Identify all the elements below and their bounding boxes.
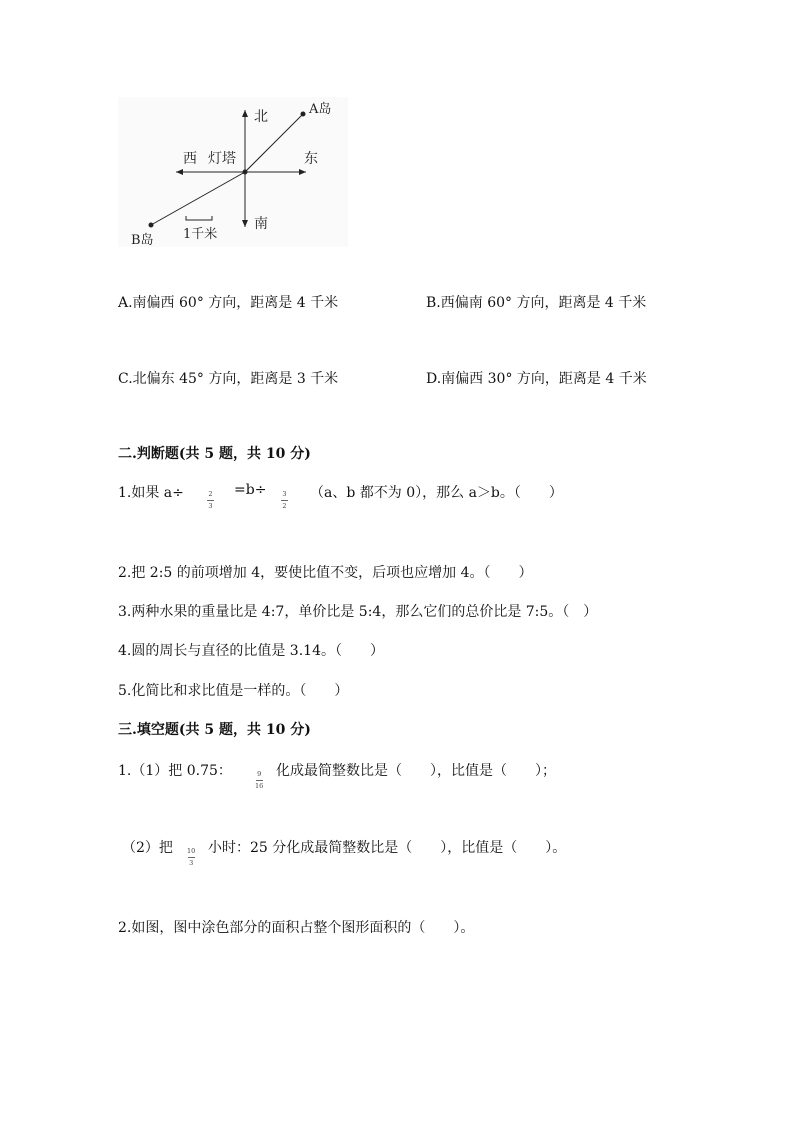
fraction-denominator: 16 xyxy=(255,782,264,790)
s2-q1-part3: （a、b 都不为 0），那么 a＞b。（ ） xyxy=(310,485,563,501)
lighthouse-label: 灯塔 xyxy=(208,151,236,167)
section3-heading: 三.填空题(共 5 题，共 10 分) xyxy=(118,722,311,738)
s2-q4: 4.圆的周长与直径的比值是 3.14。（ ） xyxy=(118,643,384,659)
fraction-numerator: 2 xyxy=(208,490,213,498)
lighthouse-point xyxy=(243,170,248,175)
south-label: 南 xyxy=(254,216,268,232)
s2-q1-part2: =b÷ xyxy=(234,482,267,498)
option-c[interactable]: C.北偏东 45° 方向，距离是 3 千米 xyxy=(118,371,339,387)
fraction-bar xyxy=(281,500,288,501)
a-island-point xyxy=(301,112,306,117)
s3-q2: 2.如图，图中涂色部分的面积占整个图形面积的（ ）。 xyxy=(118,920,475,936)
north-label: 北 xyxy=(254,109,268,125)
s2-q1-fraction-2 xyxy=(281,491,288,510)
s2-q3: 3.两种水果的重量比是 4:7，单价比是 5:4，那么它们的总价比是 7:5。（ ） xyxy=(118,604,598,620)
s3-q1a-part1: 1.（1）把 0.75： xyxy=(118,763,232,779)
s3-q1a-part2: 化成最简整数比是（ ），比值是（ ）； xyxy=(276,763,556,779)
s3-q1b-part1: （2）把 xyxy=(122,840,173,856)
fraction-bar xyxy=(207,500,214,501)
fraction-numerator: 3 xyxy=(282,490,287,498)
b-island-point xyxy=(149,223,154,228)
west-label: 西 xyxy=(183,151,197,167)
fraction-bar xyxy=(188,857,195,858)
section2-heading: 二.判断题(共 5 题，共 10 分) xyxy=(118,446,311,462)
east-label: 东 xyxy=(304,151,318,167)
b-island-label: B岛 xyxy=(131,233,154,248)
fraction-denominator: 3 xyxy=(189,859,194,867)
fraction-denominator: 2 xyxy=(282,502,287,510)
s3-q1b-part2: 小时：25 分化成最简整数比是（ ），比值是（ ）。 xyxy=(208,840,567,856)
s2-q1-part1: 1.如果 a÷ xyxy=(118,485,184,501)
fraction-denominator: 3 xyxy=(208,502,213,510)
option-b[interactable]: B.西偏南 60° 方向，距离是 4 千米 xyxy=(426,295,647,311)
fraction-bar xyxy=(256,780,263,781)
s3-q1b-fraction xyxy=(187,848,195,867)
direction-diagram xyxy=(110,92,350,252)
s3-q1a-fraction xyxy=(255,771,263,790)
option-d[interactable]: D.南偏西 30° 方向，距离是 4 千米 xyxy=(426,371,647,387)
fraction-numerator: 9 xyxy=(257,770,262,778)
s2-q5: 5.化简比和求比值是一样的。（ ） xyxy=(118,683,349,699)
s2-q1-fraction-1 xyxy=(207,491,214,510)
s2-q2: 2.把 2:5 的前项增加 4，要使比值不变，后项也应增加 4。（ ） xyxy=(118,565,533,581)
scale-label: 1千米 xyxy=(183,227,218,242)
a-island-label: A岛 xyxy=(309,102,332,117)
option-a[interactable]: A.南偏西 60° 方向，距离是 4 千米 xyxy=(118,295,339,311)
fraction-numerator: 10 xyxy=(187,847,196,855)
